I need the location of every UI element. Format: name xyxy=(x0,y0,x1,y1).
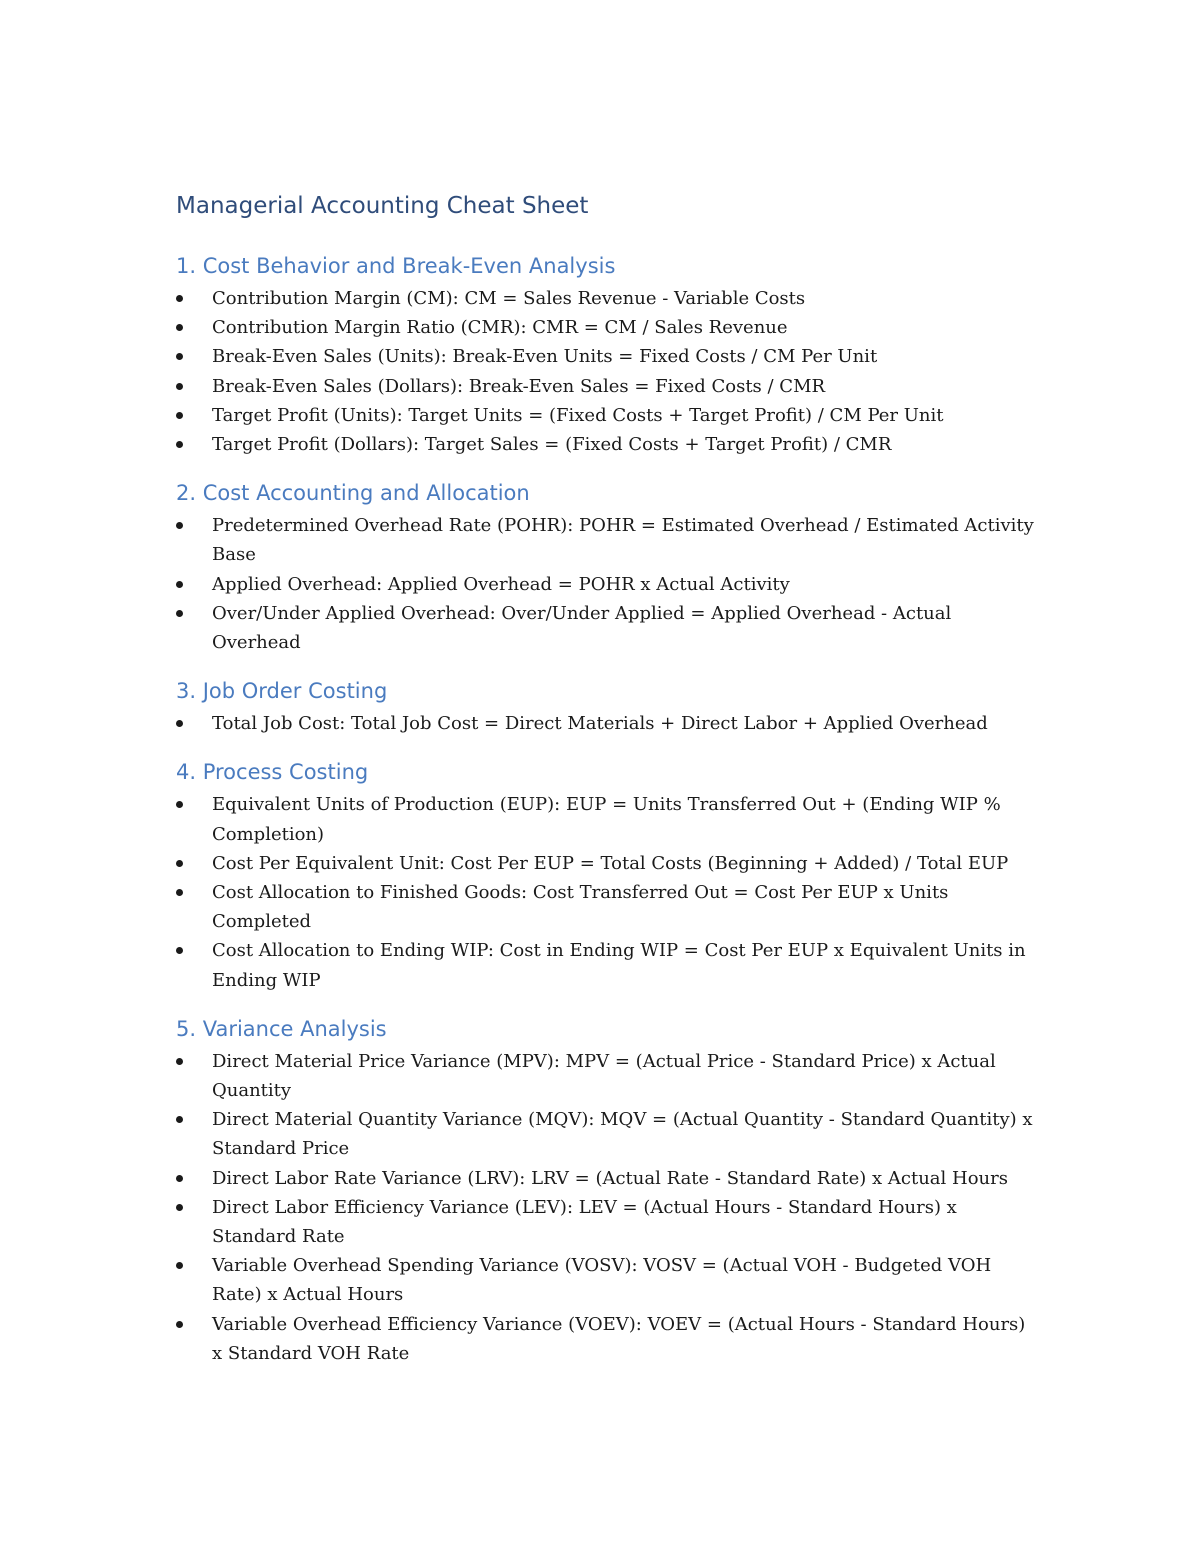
list-item xyxy=(176,936,1036,994)
list-item-text: Contribution Margin (CM): CM = Sales Revenue - Variable Costs xyxy=(212,288,806,309)
list-item xyxy=(176,599,1036,657)
section-heading: 1. Cost Behavior and Break-Even Analysis xyxy=(176,254,616,278)
list-item xyxy=(176,849,1036,878)
bullet-list xyxy=(176,709,1036,738)
list-item-text: Break-Even Sales (Units): Break-Even Units = Fixed Costs / CM Per Unit xyxy=(212,346,878,368)
list-item xyxy=(176,709,1036,738)
list-item xyxy=(176,1105,1036,1163)
list-item xyxy=(176,570,1036,599)
list-item-text: Direct Labor Efficiency Variance (LEV): LEV = (Actual Hours - Standard Hours) x Standard Rate xyxy=(212,1196,957,1248)
list-item-text: Direct Material Quantity Variance (MQV): MQV = (Actual Quantity - Standard Quantity) x Standard Price xyxy=(212,1109,1033,1160)
document-content xyxy=(176,190,1036,1388)
list-item xyxy=(176,1164,1036,1193)
list-item-text: Variable Overhead Spending Variance (VOSV): VOSV = (Actual VOH - Budgeted VOH Rate) x Actual Hours xyxy=(212,1255,992,1306)
list-item-text: Equivalent Units of Production (EUP): EUP = Units Transferred Out + (Ending WIP % Completion) xyxy=(212,794,1001,845)
bullet-icon xyxy=(176,610,183,617)
list-item xyxy=(176,1047,1036,1105)
list-item xyxy=(176,430,1036,459)
list-item xyxy=(176,313,1036,342)
bullet-icon xyxy=(176,295,183,302)
list-item-text: Target Profit (Dollars): Target Sales = (Fixed Costs + Target Profit) / CMR xyxy=(212,434,892,456)
list-item xyxy=(176,342,1036,371)
bullet-icon xyxy=(176,1262,183,1269)
bullet-icon xyxy=(176,412,183,419)
bullet-icon xyxy=(176,441,183,448)
document-title: Managerial Accounting Cheat Sheet xyxy=(176,193,589,219)
bullet-list xyxy=(176,1047,1036,1368)
bullet-icon xyxy=(176,1058,183,1065)
list-item-text: Cost Per Equivalent Unit: Cost Per EUP = Total Costs (Beginning + Added) / Total EUP xyxy=(212,852,1009,874)
bullet-icon xyxy=(176,1175,183,1182)
bullet-icon xyxy=(176,1116,183,1123)
section-cost-accounting xyxy=(176,479,1036,657)
list-item-text: Variable Overhead Efficiency Variance (VOEV): VOEV = (Actual Hours - Standard Hours) x Standard VOH Rate xyxy=(212,1313,1026,1364)
bullet-list xyxy=(176,284,1036,459)
section-heading: 4. Process Costing xyxy=(176,760,369,785)
section-variance-analysis xyxy=(176,1015,1036,1368)
bullet-icon xyxy=(176,1204,183,1211)
bullet-icon xyxy=(176,860,183,867)
bullet-icon xyxy=(176,353,183,360)
section-process-costing xyxy=(176,758,1036,994)
list-item-text: Break-Even Sales (Dollars): Break-Even Sales = Fixed Costs / CMR xyxy=(212,375,826,397)
list-item xyxy=(176,1193,1036,1251)
section-heading: 5. Variance Analysis xyxy=(176,1016,387,1041)
list-item-text: Cost Allocation to Ending WIP: Cost in Ending WIP = Cost Per EUP x Equivalent Units in Ending WIP xyxy=(212,940,1026,991)
list-item-text: Target Profit (Units): Target Units = (Fixed Costs + Target Profit) / CM Per Unit xyxy=(212,404,944,426)
bullet-list xyxy=(176,511,1036,657)
list-item-text: Direct Labor Rate Variance (LRV): LRV = (Actual Rate - Standard Rate) x Actual Hours xyxy=(212,1167,1008,1189)
list-item-text: Over/Under Applied Overhead: Over/Under Applied = Applied Overhead - Actual Overhead xyxy=(212,602,952,654)
bullet-icon xyxy=(176,947,183,954)
bullet-icon xyxy=(176,889,183,896)
list-item-text: Predetermined Overhead Rate (POHR): POHR = Estimated Overhead / Estimated Activity Base xyxy=(212,515,1034,566)
bullet-icon xyxy=(176,324,183,331)
list-item-text: Applied Overhead: Applied Overhead = POHR x Actual Activity xyxy=(212,573,790,595)
list-item-text: Cost Allocation to Finished Goods: Cost Transferred Out = Cost Per EUP x Units Completed xyxy=(212,882,949,933)
bullet-icon xyxy=(176,383,183,390)
bullet-icon xyxy=(176,522,183,529)
list-item xyxy=(176,878,1036,936)
list-item xyxy=(176,511,1036,569)
bullet-icon xyxy=(176,581,183,588)
list-item-text: Direct Material Price Variance (MPV): MPV = (Actual Price - Standard Price) x Actual Quantity xyxy=(212,1050,996,1102)
list-item xyxy=(176,284,1036,313)
section-heading: 2. Cost Accounting and Allocation xyxy=(176,481,530,506)
list-item xyxy=(176,1310,1036,1368)
section-cost-behavior xyxy=(176,252,1036,459)
section-heading: 3. Job Order Costing xyxy=(176,679,388,704)
list-item-text: Total Job Cost: Total Job Cost = Direct Materials + Direct Labor + Applied Overhead xyxy=(212,713,988,735)
list-item xyxy=(176,401,1036,430)
bullet-icon xyxy=(176,720,183,727)
bullet-icon xyxy=(176,1321,183,1328)
list-item xyxy=(176,790,1036,848)
list-item-text: Contribution Margin Ratio (CMR): CMR = CM / Sales Revenue xyxy=(212,317,788,339)
bullet-list xyxy=(176,790,1036,994)
section-job-order-costing xyxy=(176,677,1036,738)
list-item xyxy=(176,1251,1036,1309)
bullet-icon xyxy=(176,801,183,808)
list-item xyxy=(176,372,1036,401)
